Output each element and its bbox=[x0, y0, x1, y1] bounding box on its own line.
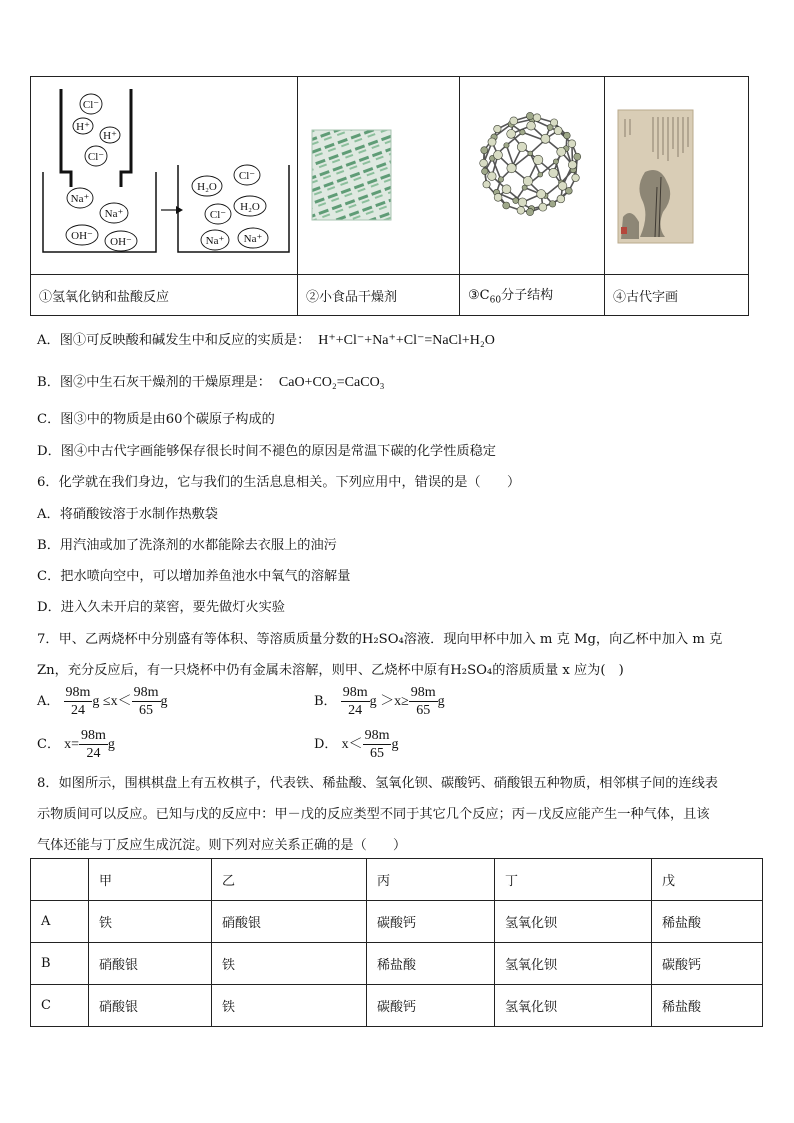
q6-option-b: B．用汽油或加了洗涤剂的水都能除去衣服上的油污 bbox=[37, 538, 337, 553]
q5-option-d: D．图④中古代字画能够保存很长时间不褪色的原因是常温下碳的化学性质稳定 bbox=[37, 444, 496, 459]
fraction: $\frac{98m}{24}$ bbox=[342, 685, 368, 718]
c60-atom bbox=[518, 198, 527, 207]
fraction: $\frac{98m}{65}$ bbox=[410, 685, 436, 718]
c60-atom bbox=[565, 187, 572, 194]
c60-atom bbox=[557, 195, 565, 203]
q6-option-c: C．把水喷向空中，可以增加养鱼池水中氧气的溶解量 bbox=[37, 569, 351, 584]
ion-label: H⁺ bbox=[76, 121, 90, 133]
c60-atom bbox=[498, 177, 503, 182]
c60-atom bbox=[558, 182, 567, 191]
q7-option-b: B． $\frac{98m}{24}$ g ＞x≥ $\frac{98m}{65}$ g bbox=[314, 685, 445, 718]
fraction: $\frac{98m}{24}$ bbox=[65, 685, 91, 718]
q8-stem-line1: 8．如图所示，围棋棋盘上有五枚棋子，代表铁、稀盐酸、氢氧化钡、碳酸钙、硝酸银五种物质，相邻棋子间的连线表 bbox=[37, 776, 718, 791]
c60-atom bbox=[494, 151, 503, 160]
table-header-cell: 甲 bbox=[89, 859, 212, 901]
caption-4: ④古代字画 bbox=[605, 275, 749, 316]
q6-stem: 6．化学就在我们身边，它与我们的生活息息相关。下列应用中，错误的是（ ） bbox=[37, 475, 521, 490]
ion-label: Cl⁻ bbox=[87, 151, 105, 163]
caption-1: ①氢氧化钠和盐酸反应 bbox=[31, 275, 298, 316]
q7-option-a: A． $\frac{98m}{24}$ g ≤x＜ $\frac{98m}{65}$ g bbox=[37, 685, 168, 718]
c60-atom bbox=[480, 159, 488, 167]
table-cell: 碳酸钙 bbox=[367, 901, 495, 943]
c60-atom bbox=[574, 153, 581, 160]
c60-structure bbox=[480, 112, 581, 215]
table-cell: 硝酸银 bbox=[212, 901, 367, 943]
table-cell: 氢氧化钡 bbox=[495, 901, 652, 943]
figure-table bbox=[30, 76, 749, 316]
table-cell: B bbox=[31, 943, 89, 985]
figure-cell-4 bbox=[605, 77, 749, 275]
q5-option-b: B．图②中生石灰干燥剂的干燥原理是： CaO+CO₂=CaCO₃ bbox=[37, 375, 385, 390]
c60-atom bbox=[549, 168, 558, 177]
table-cell: 铁 bbox=[212, 985, 367, 1027]
c60-atom bbox=[549, 201, 555, 207]
table-cell: 氢氧化钡 bbox=[495, 943, 652, 985]
c60-atom bbox=[533, 114, 541, 122]
c60-atom bbox=[510, 117, 518, 125]
q5-option-c: C．图③中的物质是由60个碳原子构成的 bbox=[37, 412, 275, 427]
fraction: $\frac{98m}{65}$ bbox=[133, 685, 159, 718]
ion-label: Cl⁻ bbox=[209, 209, 227, 221]
c60-atom bbox=[539, 203, 547, 211]
table-header-cell: 戊 bbox=[652, 859, 763, 901]
q6-option-a: A．将硝酸铵溶于水制作热敷袋 bbox=[37, 507, 218, 522]
c60-atom bbox=[527, 121, 536, 130]
table-cell: 碳酸钙 bbox=[367, 985, 495, 1027]
c60-atom bbox=[513, 198, 519, 204]
c60-atom bbox=[504, 143, 509, 148]
c60-atom bbox=[538, 172, 543, 177]
figure-cell-2 bbox=[298, 77, 460, 275]
q5-option-a: A．图①可反映酸和碱发生中和反应的实质是： H⁺+Cl⁻+Na⁺+Cl⁻=NaCl+H₂O bbox=[37, 333, 495, 348]
c60-atom bbox=[572, 174, 580, 182]
table-header-row bbox=[31, 859, 763, 901]
table-row bbox=[31, 943, 763, 985]
c60-atom bbox=[533, 155, 543, 165]
fraction: $\frac{98m}{65}$ bbox=[364, 728, 390, 761]
c60-atom bbox=[554, 127, 562, 135]
c60-atom bbox=[503, 202, 510, 209]
ion-label: Cl⁻ bbox=[238, 170, 256, 182]
c60-atom bbox=[517, 207, 525, 215]
caption-2: ②小食品干燥剂 bbox=[298, 275, 460, 316]
q8-stem-line3: 气体还能与丁反应生成沉淀。则下列对应关系正确的是（ ） bbox=[37, 838, 407, 853]
q8-stem-line2: 示物质间可以反应。已知与戊的反应中：甲－戊的反应类型不同于其它几个反应；丙－戊反应能产生一种气体，且该 bbox=[37, 807, 710, 822]
c60-atom bbox=[481, 147, 488, 154]
c60-atom bbox=[564, 132, 571, 139]
neutralization-diagram bbox=[31, 77, 297, 274]
c60-atom bbox=[568, 161, 576, 169]
table-cell: 铁 bbox=[212, 943, 367, 985]
answer-table bbox=[30, 858, 763, 1027]
ion-label: H⁺ bbox=[103, 130, 117, 142]
ion-label: Na⁺ bbox=[70, 193, 90, 205]
ion-label: H₂O bbox=[197, 181, 217, 193]
c60-atom bbox=[517, 142, 526, 151]
c60-atom bbox=[483, 181, 490, 188]
table-cell: 铁 bbox=[89, 901, 212, 943]
c60-atom bbox=[523, 176, 532, 185]
c60-atom bbox=[488, 172, 497, 181]
table-row bbox=[31, 901, 763, 943]
table-cell: 稀盐酸 bbox=[367, 943, 495, 985]
c60-atom bbox=[507, 129, 516, 138]
ion-label: OH⁻ bbox=[71, 230, 93, 242]
c60-atom bbox=[541, 134, 550, 143]
figure-cell-1 bbox=[31, 77, 298, 275]
c60-atom bbox=[526, 208, 533, 215]
q7-option-d: D． x＜ $\frac{98m}{65}$ g bbox=[314, 728, 399, 761]
table-cell: 氢氧化钡 bbox=[495, 985, 652, 1027]
c60-atom bbox=[507, 163, 516, 172]
c60-atom bbox=[553, 159, 558, 164]
ion-label: H₂O bbox=[240, 201, 260, 213]
table-cell: A bbox=[31, 901, 89, 943]
c60-molecule-image bbox=[460, 77, 604, 274]
figure-cell-3 bbox=[460, 77, 605, 275]
ion-label: Na⁺ bbox=[243, 233, 263, 245]
c60-atom bbox=[537, 190, 546, 199]
table-cell: 硝酸银 bbox=[89, 985, 212, 1027]
table-cell: 稀盐酸 bbox=[652, 985, 763, 1027]
table-header-cell: 丁 bbox=[495, 859, 652, 901]
q7-option-c: C． x= $\frac{98m}{24}$ g bbox=[37, 728, 115, 761]
table-cell: 硝酸银 bbox=[89, 943, 212, 985]
table-cell: C bbox=[31, 985, 89, 1027]
table-cell: 碳酸钙 bbox=[652, 943, 763, 985]
c60-atom bbox=[568, 140, 576, 148]
c60-atom bbox=[482, 168, 488, 174]
c60-atom bbox=[557, 147, 566, 156]
c60-atom bbox=[488, 138, 496, 146]
c60-atom bbox=[550, 119, 557, 126]
table-cell: 稀盐酸 bbox=[652, 901, 763, 943]
c60-atom bbox=[526, 112, 533, 119]
c60-atom bbox=[520, 130, 525, 135]
q7-stem-line2: Zn，充分反应后，有一只烧杯中仍有金属未溶解，则甲、乙烧杯中原有H₂SO₄的溶质质量 x 应为( ) bbox=[37, 663, 624, 678]
ancient-painting-image bbox=[605, 77, 748, 274]
table-header-cell: 丙 bbox=[367, 859, 495, 901]
q6-option-d: D．进入久未开启的菜窖，要先做灯火实验 bbox=[37, 600, 285, 615]
caption-3: $③C_{60}$分子结构 bbox=[460, 275, 605, 316]
q7-stem-line1: 7．甲、乙两烧杯中分别盛有等体积、等溶质质量分数的H₂SO₄溶液．现向甲杯中加入 m 克 Mg，向乙杯中加入 m 克 bbox=[37, 632, 723, 647]
desiccant-photo bbox=[298, 77, 459, 274]
c60-atom bbox=[528, 151, 533, 156]
ion-label: Cl⁻ bbox=[82, 99, 100, 111]
ion-label: Na⁺ bbox=[205, 235, 225, 247]
fraction: $\frac{98m}{24}$ bbox=[81, 728, 106, 761]
c60-atom bbox=[494, 125, 501, 132]
ion-label: Na⁺ bbox=[104, 208, 124, 220]
c60-atom bbox=[494, 193, 502, 201]
table-header-cell: 乙 bbox=[212, 859, 367, 901]
table-header-cell bbox=[31, 859, 89, 901]
ion-label: OH⁻ bbox=[110, 236, 132, 248]
c60-atom bbox=[502, 185, 511, 194]
table-row bbox=[31, 985, 763, 1027]
